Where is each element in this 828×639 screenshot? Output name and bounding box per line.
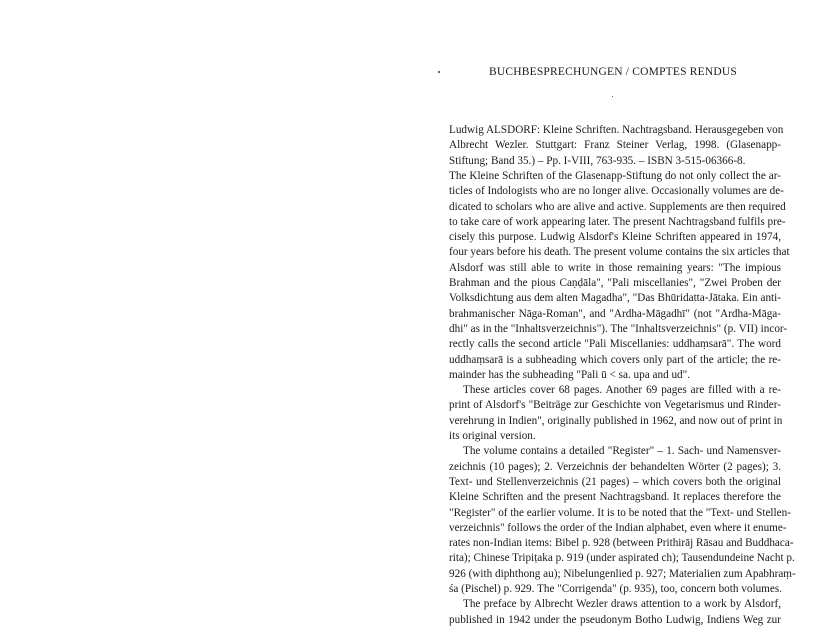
running-head: BUCHBESPRECHUNGEN / COMPTES RENDUS <box>488 66 738 78</box>
paragraph-3 <box>449 444 796 597</box>
text-line: rectly calls the second article "Pali Miscellanies: uddhaṃsarā". The word <box>449 338 781 351</box>
text-line: brahmanischer Nāga-Roman", and "Ardha-Māgadhī" (not "Ardha-Māga- <box>449 307 781 320</box>
text-line: verehrung in Indien", originally published in 1962, and now out of print in <box>449 414 783 427</box>
scan-speck <box>612 96 613 97</box>
paragraph-4 <box>449 597 781 628</box>
text-line: dicated to scholars who are alive and active. Supplements are then required <box>449 200 786 213</box>
text-line: ticles of Indologists who are no longer alive. Occasionally volumes are de- <box>449 185 784 198</box>
text-line: The preface by Albrecht Wezler draws attention to a work by Alsdorf, <box>463 598 781 611</box>
text-line: print of Alsdorf's "Beiträge zur Geschichte von Vegetarismus und Rinder- <box>449 399 781 412</box>
scan-speck <box>438 71 440 73</box>
text-line: 926 (with diphthong au); Nibelungenlied p. 927; Materialien zum Apabhraṃ- <box>449 567 796 580</box>
text-line: Text- und Stellenverzeichnis (21 pages) – which covers both the original <box>449 475 781 488</box>
text-line: The volume contains a detailed "Register" – 1. Sach- und Namensver- <box>463 445 781 458</box>
text-line: dhi" as in the "Inhaltsverzeichnis"). The "Inhaltsverzeichnis" (p. VII) incor- <box>449 322 788 335</box>
citation-line: Albrecht Wezler. Stuttgart: Franz Steiner Verlag, 1998. (Glasenapp- <box>449 139 781 152</box>
citation-line: Ludwig ALSDORF: Kleine Schriften. Nachtragsband. Herausgegeben von <box>449 124 784 136</box>
text-line: Alsdorf was still able to write in those remaining years: "The impious <box>449 261 781 274</box>
text-line: to take care of work appearing later. The present Nachtragsband fulfils pre- <box>449 215 786 228</box>
review-body <box>449 169 796 628</box>
text-line: rates non-Indian items: Bibel p. 928 (between Prithirāj Rāsau and Buddhaca- <box>449 537 794 550</box>
text-line: Volksdichtung aus dem alten Magadha", "Das Bhūridatta-Jātaka. Ein anti- <box>449 292 781 305</box>
text-line: Kleine Schriften and the present Nachtragsband. It replaces therefore the <box>449 491 781 504</box>
text-line: These articles cover 68 pages. Another 69 pages are filled with a re- <box>463 384 781 397</box>
book-citation <box>449 123 784 169</box>
text-line: "Register" of the earlier volume. It is to be noted that the "Text- und Stellen- <box>449 506 791 519</box>
text-line: The Kleine Schriften of the Glasenapp-Stiftung do not only collect the ar- <box>449 170 781 182</box>
text-line: rita); Chinese Tripiṭaka p. 919 (under aspirated ch); Tausendundeine Nacht p. <box>449 552 795 565</box>
text-line: Brahman and the pious Caṇḍāla", "Pali miscellanies", "Zwei Proben der <box>449 277 781 290</box>
paragraph-2 <box>449 383 781 444</box>
text-line: uddhaṃsarā is a subheading which covers only part of the article; the re- <box>449 353 781 366</box>
text-line: cisely this purpose. Ludwig Alsdorf's Kleine Schriften appeared in 1974, <box>449 231 781 244</box>
text-line: published in 1942 under the pseudonym Botho Ludwig, Indiens Weg zur <box>449 613 781 626</box>
text-line: four years before his death. The present volume contains the six articles that <box>449 246 790 259</box>
text-line: verzeichnis" follows the order of the Indian alphabet, even where it enume- <box>449 521 787 534</box>
text-line: its original version. <box>449 430 536 443</box>
text-line: zeichnis (10 pages); 2. Verzeichnis der behandelten Wörter (2 pages); 3. <box>449 460 781 473</box>
text-line: mainder has the subheading "Pali ū < sa. upa and ud". <box>449 368 691 381</box>
citation-line: Stiftung; Band 35.) – Pp. I-VIII, 763-935. – ISBN 3-515-06366-8. <box>449 154 746 167</box>
text-line: śa (Pischel) p. 929. The "Corrigenda" (p. 935), too, concern both volumes. <box>449 583 782 596</box>
paragraph-1 <box>449 169 790 383</box>
